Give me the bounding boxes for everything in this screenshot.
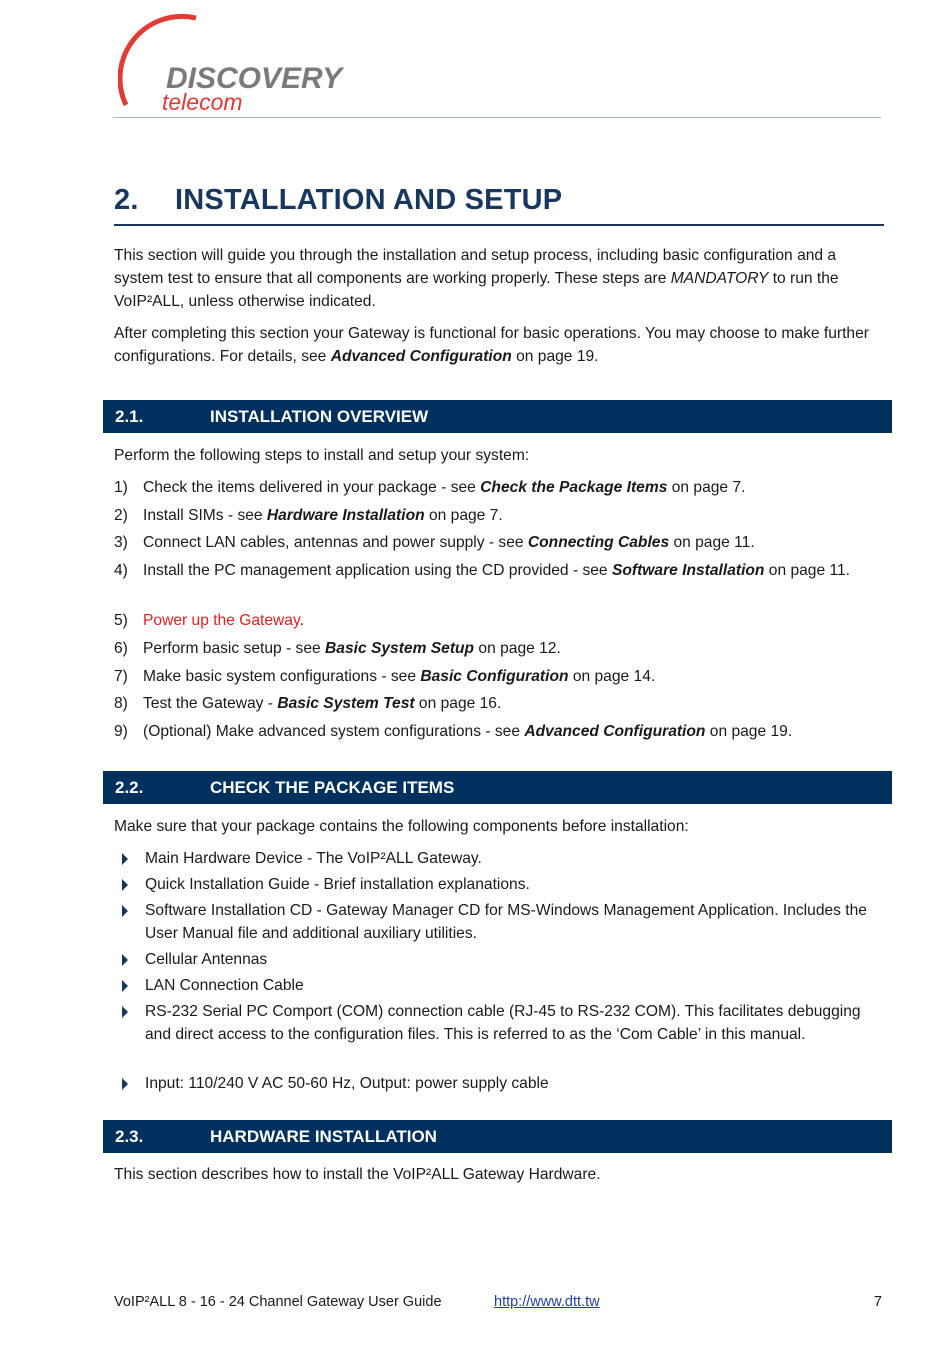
bullet-arrow-icon xyxy=(122,954,128,966)
list-item: Software Installation CD - Gateway Manager CD for MS-Windows Management Application. Includes the User Manual file and additional auxiliary utilities. xyxy=(122,899,872,945)
list-item: Cellular Antennas xyxy=(122,948,872,971)
header-rule xyxy=(113,117,881,118)
section-heading-installation-overview xyxy=(103,400,892,433)
intro-paragraph-1: This section will guide you through the installation and setup process, including basic configuration and a system test to ensure that all components are working properly. These steps are MANDATORY to run the VoIP²ALL, unless otherwise indicated. xyxy=(114,247,839,310)
advanced-configuration-link[interactable]: Advanced Configuration xyxy=(330,348,512,365)
section3-lead: This section describes how to install the VoIP²ALL Gateway Hardware. xyxy=(114,1166,601,1183)
step-reference-link[interactable]: Advanced Configuration xyxy=(524,723,706,740)
bullet-arrow-icon xyxy=(122,1078,128,1090)
section1-lead: Perform the following steps to install and setup your system: xyxy=(114,447,530,464)
section-number: 2.2. xyxy=(115,778,144,797)
list-item: Input: 110/240 V AC 50-60 Hz, Output: power supply cable xyxy=(122,1072,872,1095)
list-item: Quick Installation Guide - Brief installation explanations. xyxy=(122,873,872,896)
logo-word-discovery: DISCOVERY xyxy=(166,62,343,95)
list-item: Main Hardware Device - The VoIP²ALL Gateway. xyxy=(122,847,872,870)
page-number: 7 xyxy=(873,1294,882,1310)
list-item: RS-232 Serial PC Comport (COM) connection cable (RJ-45 to RS-232 COM). This facilitates debugging and direct access to the configuration files. This is referred to as the ‘Com Cable’ in this manual. xyxy=(122,1000,872,1046)
chapter-heading xyxy=(114,184,884,226)
bullet-arrow-icon xyxy=(122,905,128,917)
step-reference-link[interactable]: Hardware Installation xyxy=(266,507,425,524)
discovery-telecom-logo xyxy=(118,10,368,118)
section-number: 2.3. xyxy=(115,1127,144,1146)
list-item: 7) Make basic system configurations - see Basic Configuration on page 14. xyxy=(114,668,656,685)
section-title: INSTALLATION OVERVIEW xyxy=(210,407,429,426)
section-title: HARDWARE INSTALLATION xyxy=(210,1127,437,1146)
section-title: CHECK THE PACKAGE ITEMS xyxy=(210,778,455,797)
step-reference-link[interactable]: Basic System Test xyxy=(277,695,415,712)
footer-url-link[interactable]: http://www.dtt.tw xyxy=(494,1294,600,1310)
step-reference-link[interactable]: Connecting Cables xyxy=(527,534,670,551)
list-item: 4) Install the PC management application using the CD provided - see Software Installation on page 11. xyxy=(114,562,851,579)
list-item: 9) (Optional) Make advanced system configurations - see Advanced Configuration on page 19. xyxy=(114,723,793,740)
list-item: LAN Connection Cable xyxy=(122,974,872,997)
list-item: 5) Power up the Gateway. xyxy=(114,612,304,629)
list-item: 2) Install SIMs - see Hardware Installation on page 7. xyxy=(114,507,503,524)
intro-paragraph-2: After completing this section your Gateway is functional for basic operations. You may choose to make further configurations. For details, see Advanced Configuration on page 19. xyxy=(114,325,869,365)
step-reference-link[interactable]: Software Installation xyxy=(611,562,765,579)
bullet-arrow-icon xyxy=(122,853,128,865)
list-item: 8) Test the Gateway - Basic System Test on page 16. xyxy=(114,695,502,712)
list-item: 1) Check the items delivered in your package - see Check the Package Items on page 7. xyxy=(114,479,746,496)
step-reference-link[interactable]: Basic System Setup xyxy=(325,640,475,657)
section-number: 2.1. xyxy=(115,407,144,426)
bullet-arrow-icon xyxy=(122,980,128,992)
bullet-arrow-icon xyxy=(122,1006,128,1018)
list-item: 6) Perform basic setup - see Basic System Setup on page 12. xyxy=(114,640,561,657)
step-reference-link[interactable]: Check the Package Items xyxy=(480,479,668,496)
section-heading-check-package-items xyxy=(103,771,892,804)
step-reference-link[interactable]: Basic Configuration xyxy=(420,668,569,685)
footer-guide-title: VoIP²ALL 8 - 16 - 24 Channel Gateway User Guide xyxy=(114,1294,442,1310)
section2-lead: Make sure that your package contains the following components before installation: xyxy=(114,818,689,835)
list-item: 3) Connect LAN cables, antennas and power supply - see Connecting Cables on page 11. xyxy=(114,534,755,551)
bullet-arrow-icon xyxy=(122,879,128,891)
logo-word-telecom: telecom xyxy=(162,89,243,115)
chapter-number: 2. xyxy=(114,184,139,216)
chapter-title: INSTALLATION AND SETUP xyxy=(175,184,563,216)
section-heading-hardware-installation xyxy=(103,1120,892,1153)
power-up-link[interactable]: Power up the Gateway xyxy=(143,612,300,629)
